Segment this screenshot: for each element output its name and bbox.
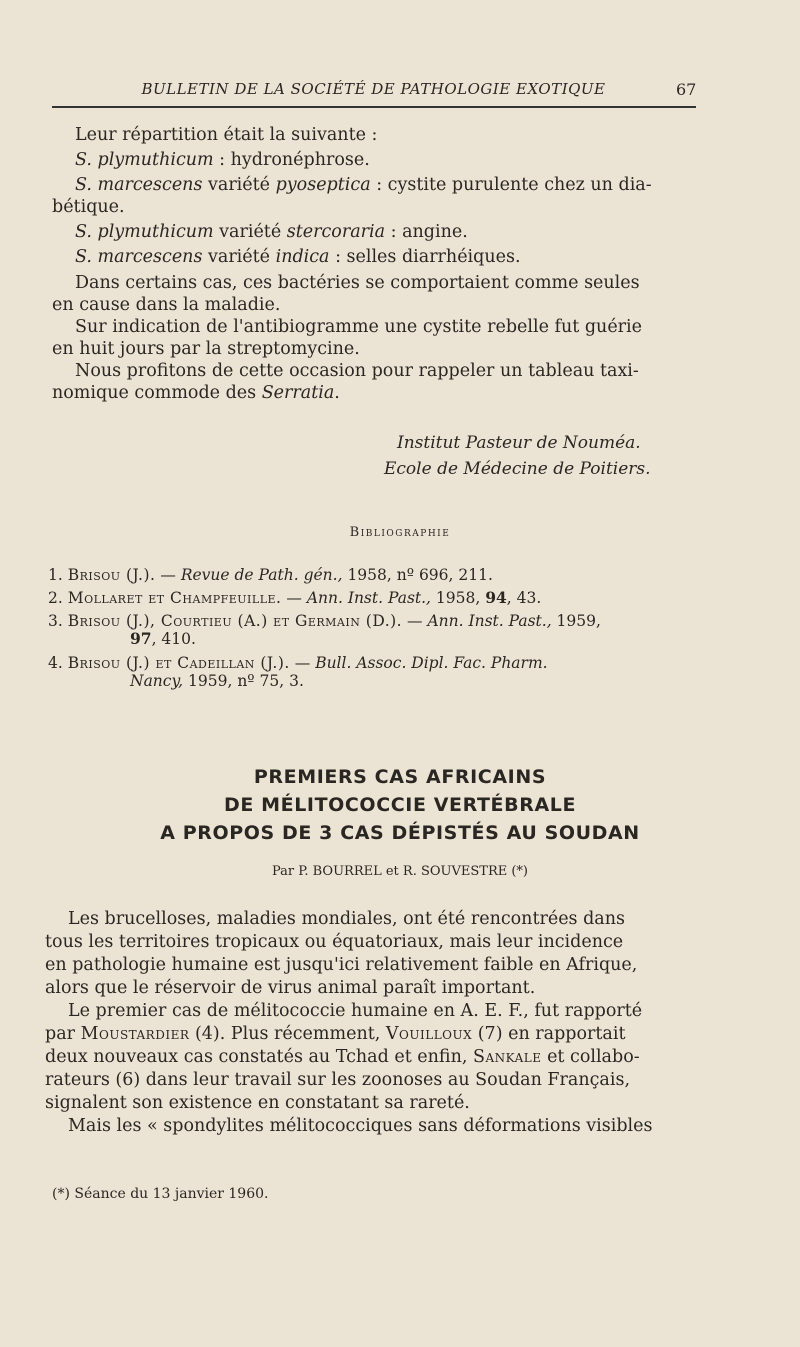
bibliography-heading: Bibliographie (349, 525, 451, 540)
paragraph-line: en huit jours par la streptomycine. (52, 339, 360, 359)
species-continuation: bétique. (52, 197, 125, 217)
paragraph-line: Sur indication de l'antibiogramme une cystite rebelle fut guérie (75, 317, 642, 337)
footnote: (*) Séance du 13 janvier 1960. (52, 1186, 269, 1202)
affiliation-line: Institut Pasteur de Nouméa. (397, 433, 641, 453)
article-body (45, 908, 685, 1138)
article-title-line: PREMIERS CAS AFRICAINS (253, 766, 547, 788)
species-item: S. plymuthicum variété stercoraria : angine. (75, 222, 468, 242)
paragraph-line: rateurs (6) dans leur travail sur les zoonoses au Soudan Français, (45, 1070, 631, 1090)
paragraph-line: Mais les « spondylites mélitococciques sans déformations visibles (68, 1116, 653, 1136)
paragraph-line: tous les territoires tropicaux ou équatoriaux, mais leur incidence (45, 932, 624, 952)
bibliography-entry: 3. Brisou (J.), Courtieu (A.) et Germain (D.). — Ann. Inst. Past., 1959, (48, 612, 601, 630)
paragraph-line: Les brucelloses, maladies mondiales, ont été rencontrées dans (68, 909, 625, 929)
paragraph-line: en cause dans la maladie. (52, 295, 281, 315)
bibliography-list (48, 566, 708, 690)
bibliography-entry: 2. Mollaret et Champfeuille. — Ann. Inst. Past., 1958, 94, 43. (48, 588, 542, 607)
paragraph-line: signalent son existence en constatant sa rareté. (45, 1093, 470, 1113)
paragraph-line: nomique commode des Serratia. (52, 383, 340, 403)
bibliography-entry: 1. Brisou (J.). — Revue de Path. gén., 1958, nº 696, 211. (48, 566, 493, 584)
paragraph-line: Le premier cas de mélitococcie humaine en A. E. F., fut rapporté (68, 1001, 643, 1021)
paragraph-line: par Moustardier (4). Plus récemment, Vouilloux (7) en rapportait (45, 1024, 626, 1044)
bibliography-entry-continuation: 97, 410. (130, 629, 196, 648)
bibliography-entry-continuation: Nancy, 1959, nº 75, 3. (130, 672, 304, 690)
page-number: 67 (676, 80, 697, 99)
intro-line: Leur répartition était la suivante : (75, 125, 378, 145)
paragraph-line: en pathologie humaine est jusqu'ici relativement faible en Afrique, (45, 955, 638, 975)
paragraph-line: Dans certains cas, ces bactéries se comportaient comme seules (75, 273, 640, 293)
affiliation-line: Ecole de Médecine de Poitiers. (384, 459, 651, 479)
intro-section (52, 124, 702, 404)
article-title-line: DE MÉLITOCOCCIE VERTÉBRALE (223, 794, 577, 816)
species-item: S. marcescens variété pyoseptica : cystite purulente chez un dia- (75, 175, 652, 195)
paragraph-line: deux nouveaux cas constatés au Tchad et enfin, Sankale et collabo- (45, 1047, 640, 1067)
bibliography-entry: 4. Brisou (J.) et Cadeillan (J.). — Bull. Assoc. Dipl. Fac. Pharm. (48, 654, 548, 672)
article-authors: Par P. BOURREL et R. SOUVESTRE (*) (271, 864, 528, 879)
species-item: S. marcescens variété indica : selles diarrhéiques. (75, 247, 521, 267)
article-title-line: A PROPOS DE 3 CAS DÉPISTÉS AU SOUDAN (160, 822, 640, 844)
paragraph-line: Nous profitons de cette occasion pour rappeler un tableau taxi- (75, 361, 639, 381)
paragraph-line: alors que le réservoir de virus animal paraît important. (45, 978, 536, 998)
running-header: BULLETIN DE LA SOCIÉTÉ DE PATHOLOGIE EXOTIQUE (141, 80, 606, 98)
species-item: S. plymuthicum : hydronéphrose. (75, 150, 370, 170)
header-rule (52, 106, 696, 108)
